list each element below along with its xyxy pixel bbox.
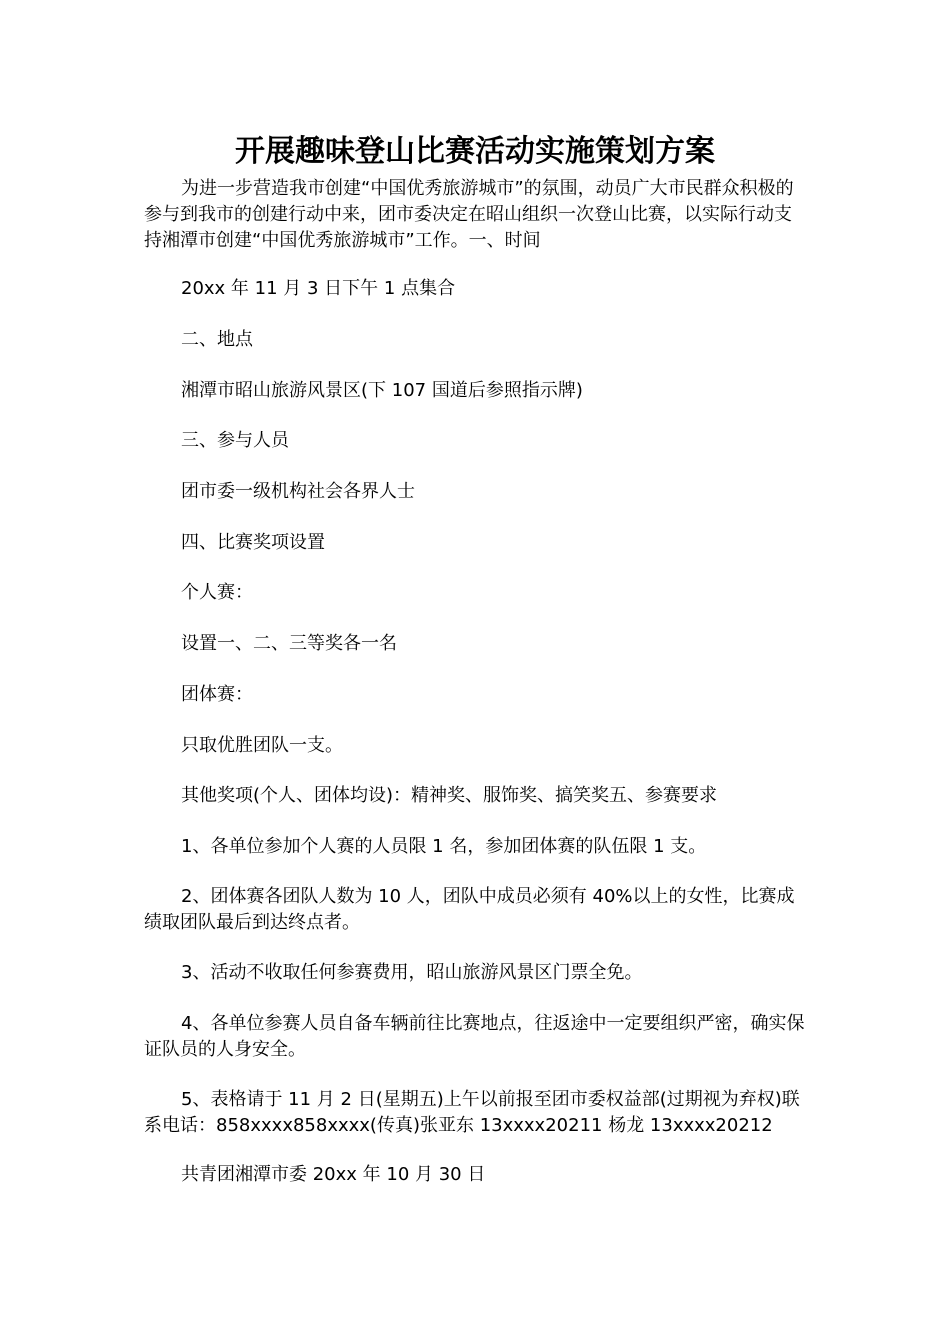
signature-line: 共青团湘潭市委 20xx 年 10 月 30 日 bbox=[181, 1164, 486, 1185]
team-awards: 只取优胜团队一支。 bbox=[181, 735, 343, 756]
intro-paragraph: 为进一步营造我市创建“中国优秀旅游城市”的氛围，动员广大市民群众积极的参与到我市的创建行动中来，团市委决定在昭山组织一次登山比赛，以实际行动支持湘潭市创建“中国优秀旅游城市”工作。一、时间 bbox=[144, 178, 794, 251]
other-awards: 其他奖项(个人、团体均设)：精神奖、服饰奖、搞笑奖五、参赛要求 bbox=[181, 785, 718, 806]
requirement-item: 2、团体赛各团队人数为 10 人，团队中成员必须有 40%以上的女性，比赛成绩取团队最后到达终点者。 bbox=[144, 886, 795, 933]
location-detail: 湘潭市昭山旅游风景区(下 107 国道后参照指示牌) bbox=[181, 380, 583, 401]
section-heading-location: 二、地点 bbox=[181, 329, 253, 350]
requirement-item: 5、表格请于 11 月 2 日(星期五)上午以前报至团市委权益部(过期视为弃权)联系电话：858xxxx858xxxx(传真)张亚东 13xxxx20211 杨龙 13xxxx20212 bbox=[144, 1089, 800, 1136]
individual-label: 个人赛： bbox=[181, 582, 253, 603]
requirement-item: 1、各单位参加个人赛的人员限 1 名，参加团体赛的队伍限 1 支。 bbox=[181, 836, 707, 857]
section-heading-awards: 四、比赛奖项设置 bbox=[181, 532, 325, 553]
time-detail: 20xx 年 11 月 3 日下午 1 点集合 bbox=[181, 278, 456, 299]
document-title: 开展趣味登山比赛活动实施策划方案 bbox=[235, 134, 715, 169]
participants-detail: 团市委一级机构社会各界人士 bbox=[181, 481, 415, 502]
requirement-item: 3、活动不收取任何参赛费用，昭山旅游风景区门票全免。 bbox=[181, 962, 643, 983]
team-label: 团体赛： bbox=[181, 684, 253, 705]
requirement-item: 4、各单位参赛人员自备车辆前往比赛地点，往返途中一定要组织严密，确实保证队员的人身安全。 bbox=[144, 1013, 805, 1060]
individual-awards: 设置一、二、三等奖各一名 bbox=[181, 633, 397, 654]
section-heading-participants: 三、参与人员 bbox=[181, 430, 289, 451]
